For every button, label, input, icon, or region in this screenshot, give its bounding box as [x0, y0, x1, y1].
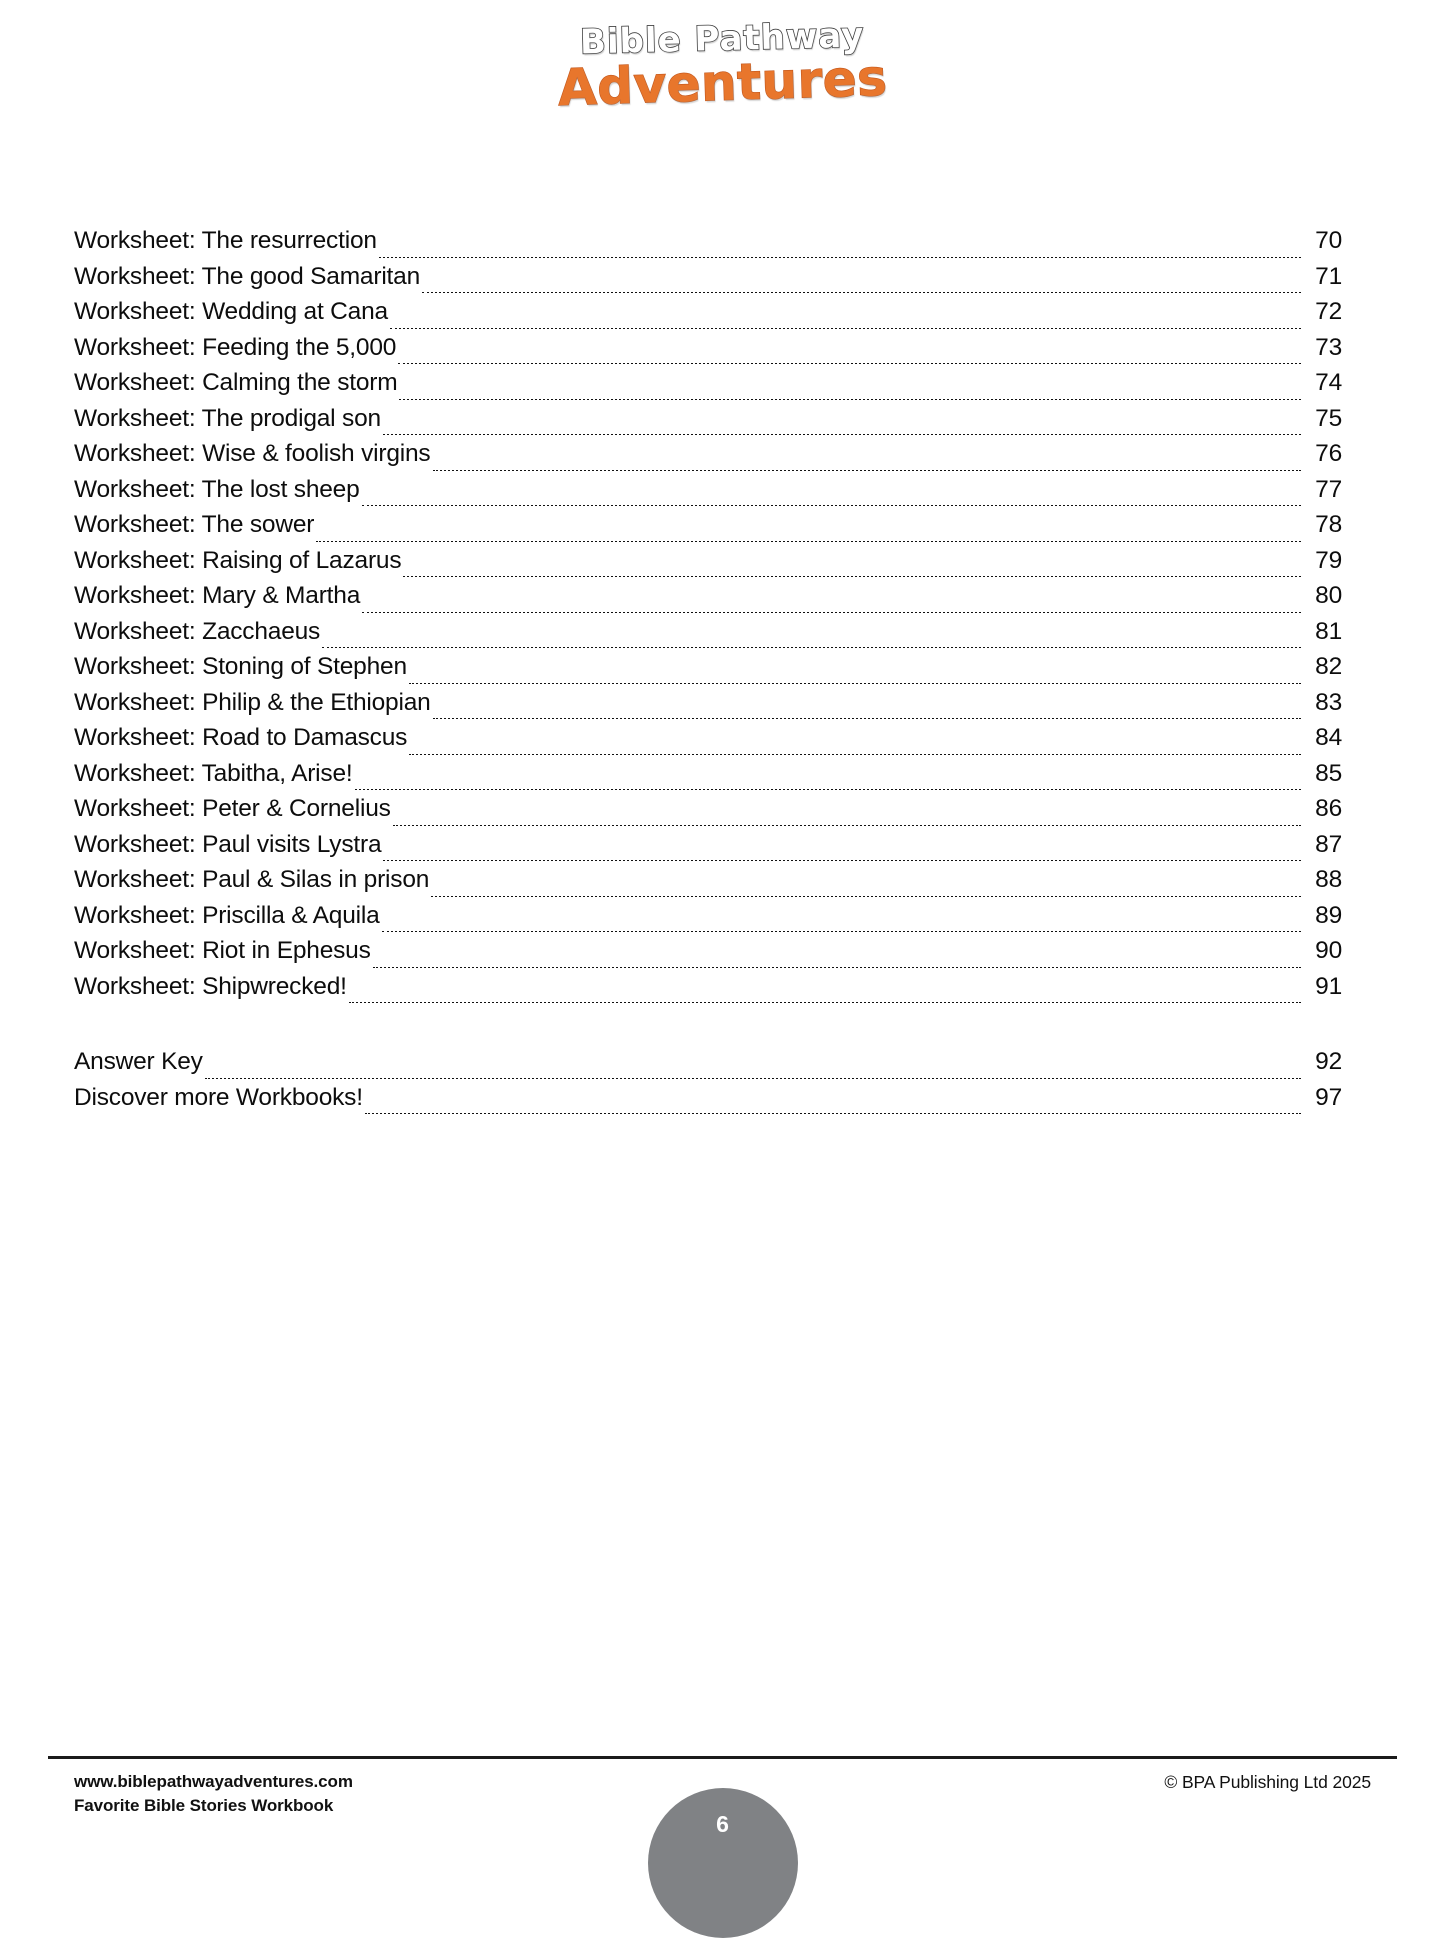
toc-entry[interactable]	[74, 831, 1342, 867]
toc-entry-page-number: 74	[1315, 369, 1342, 396]
toc-entry-label: Worksheet: Paul & Silas in prison	[74, 866, 430, 893]
toc-entry-page-number: 80	[1315, 582, 1342, 609]
toc-entry-page-number: 73	[1315, 333, 1342, 361]
toc-dot-leader	[431, 896, 1301, 897]
toc-entry-label: Worksheet: Raising of Lazarus	[74, 546, 402, 574]
toc-entry-page-number: 92	[1315, 1048, 1342, 1075]
footer-divider-rule	[48, 1756, 1397, 1759]
toc-entry[interactable]	[74, 227, 1342, 263]
toc-entry-label: Worksheet: Zacchaeus	[74, 617, 321, 645]
toc-back-matter-list	[74, 1048, 1342, 1119]
toc-dot-leader	[355, 789, 1301, 790]
toc-dot-leader	[373, 967, 1301, 968]
toc-entry[interactable]	[74, 547, 1342, 583]
toc-dot-leader	[403, 576, 1301, 577]
toc-entry-page-number: 79	[1315, 546, 1342, 574]
toc-entry[interactable]	[74, 582, 1342, 618]
toc-entry-page-number: 70	[1315, 227, 1342, 254]
table-of-contents	[74, 227, 1342, 1119]
toc-entry[interactable]	[74, 724, 1342, 760]
toc-entry[interactable]	[74, 866, 1342, 902]
toc-dot-leader	[349, 1002, 1301, 1003]
toc-dot-leader	[322, 647, 1301, 648]
toc-entry[interactable]	[74, 263, 1342, 299]
toc-dot-leader	[390, 328, 1301, 329]
toc-entry-page-number: 72	[1315, 298, 1342, 325]
toc-entry-page-number: 78	[1315, 511, 1342, 538]
toc-entry[interactable]	[74, 440, 1342, 476]
toc-entry-label: Worksheet: Priscilla & Aquila	[74, 901, 380, 929]
toc-dot-leader	[316, 541, 1301, 542]
toc-dot-leader	[409, 683, 1301, 684]
toc-worksheet-list	[74, 227, 1342, 1008]
toc-entry[interactable]	[74, 973, 1342, 1009]
toc-entry[interactable]	[74, 334, 1342, 370]
toc-dot-leader	[205, 1078, 1301, 1079]
toc-entry-label: Worksheet: Shipwrecked!	[74, 972, 347, 1000]
toc-dot-leader	[409, 754, 1301, 755]
toc-entry-page-number: 83	[1315, 688, 1342, 716]
toc-entry[interactable]	[74, 369, 1342, 405]
toc-entry[interactable]	[74, 902, 1342, 938]
toc-dot-leader	[398, 363, 1301, 364]
toc-entry-label: Worksheet: The good Samaritan	[74, 262, 421, 290]
toc-entry-page-number: 85	[1315, 759, 1342, 787]
toc-entry[interactable]	[74, 1048, 1342, 1084]
toc-dot-leader	[362, 505, 1301, 506]
footer-book-title: Favorite Bible Stories Workbook	[74, 1796, 334, 1816]
toc-entry[interactable]	[74, 1084, 1342, 1120]
toc-entry-page-number: 86	[1315, 795, 1342, 822]
footer-website[interactable]: www.biblepathwayadventures.com	[74, 1772, 353, 1791]
toc-entry[interactable]	[74, 618, 1342, 654]
toc-entry-page-number: 81	[1315, 617, 1342, 645]
toc-dot-leader	[379, 257, 1301, 258]
toc-entry-page-number: 97	[1315, 1083, 1342, 1111]
toc-entry-label: Worksheet: The lost sheep	[74, 475, 360, 503]
toc-dot-leader	[362, 612, 1301, 613]
toc-entry-page-number: 77	[1315, 475, 1342, 503]
toc-dot-leader	[393, 825, 1301, 826]
toc-entry-page-number: 75	[1315, 404, 1342, 432]
toc-entry[interactable]	[74, 511, 1342, 547]
toc-entry[interactable]	[74, 760, 1342, 796]
toc-entry-label: Worksheet: Paul visits Lystra	[74, 830, 382, 858]
toc-entry[interactable]	[74, 937, 1342, 973]
toc-entry-label: Worksheet: Feeding the 5,000	[74, 333, 397, 361]
toc-entry-label: Discover more Workbooks!	[74, 1083, 363, 1111]
toc-entry-label: Worksheet: The resurrection	[74, 227, 377, 254]
toc-entry-page-number: 88	[1315, 866, 1342, 893]
toc-dot-leader	[383, 434, 1301, 435]
toc-entry-page-number: 84	[1315, 724, 1342, 751]
toc-entry-page-number: 91	[1315, 972, 1342, 1000]
toc-entry-label: Worksheet: Road to Damascus	[74, 724, 408, 751]
brand-logo-line-adventures: Adventures	[556, 48, 889, 118]
toc-entry-label: Worksheet: The sower	[74, 511, 315, 538]
toc-entry-page-number: 76	[1315, 440, 1342, 467]
footer-left-block	[74, 1770, 353, 1818]
toc-entry-label: Worksheet: The prodigal son	[74, 404, 381, 432]
toc-dot-leader	[433, 470, 1302, 471]
toc-dot-leader	[422, 292, 1301, 293]
toc-entry-label: Worksheet: Calming the storm	[74, 369, 398, 396]
toc-dot-leader	[399, 399, 1301, 400]
toc-dot-leader	[433, 718, 1301, 719]
toc-entry-label: Worksheet: Riot in Ephesus	[74, 937, 371, 964]
brand-logo-line-bible-pathway: Bible Pathway	[579, 15, 866, 63]
toc-entry[interactable]	[74, 476, 1342, 512]
toc-entry-page-number: 87	[1315, 830, 1342, 858]
toc-section-gap	[74, 1008, 1342, 1048]
toc-entry-label: Worksheet: Peter & Cornelius	[74, 795, 391, 822]
toc-entry[interactable]	[74, 689, 1342, 725]
brand-logo	[0, 15, 1445, 118]
toc-entry[interactable]	[74, 795, 1342, 831]
page-number-bubble	[648, 1788, 798, 1938]
toc-entry-page-number: 82	[1315, 653, 1342, 680]
footer-copyright: © BPA Publishing Ltd 2025	[1164, 1772, 1371, 1792]
page-number-label: 6	[716, 1811, 729, 1837]
toc-entry-label: Worksheet: Philip & the Ethiopian	[74, 688, 431, 716]
toc-entry-page-number: 71	[1315, 262, 1342, 290]
toc-entry-label: Answer Key	[74, 1048, 203, 1075]
toc-entry[interactable]	[74, 405, 1342, 441]
toc-entry-page-number: 89	[1315, 901, 1342, 929]
toc-entry[interactable]	[74, 298, 1342, 334]
toc-entry-label: Worksheet: Stoning of Stephen	[74, 653, 407, 680]
toc-entry-label: Worksheet: Wise & foolish virgins	[74, 440, 431, 467]
toc-entry[interactable]	[74, 653, 1342, 689]
toc-entry-label: Worksheet: Wedding at Cana	[74, 298, 388, 325]
toc-entry-label: Worksheet: Mary & Martha	[74, 582, 361, 609]
toc-dot-leader	[383, 860, 1301, 861]
toc-entry-page-number: 90	[1315, 937, 1342, 964]
toc-dot-leader	[365, 1113, 1301, 1114]
toc-entry-label: Worksheet: Tabitha, Arise!	[74, 759, 353, 787]
toc-dot-leader	[382, 931, 1301, 932]
